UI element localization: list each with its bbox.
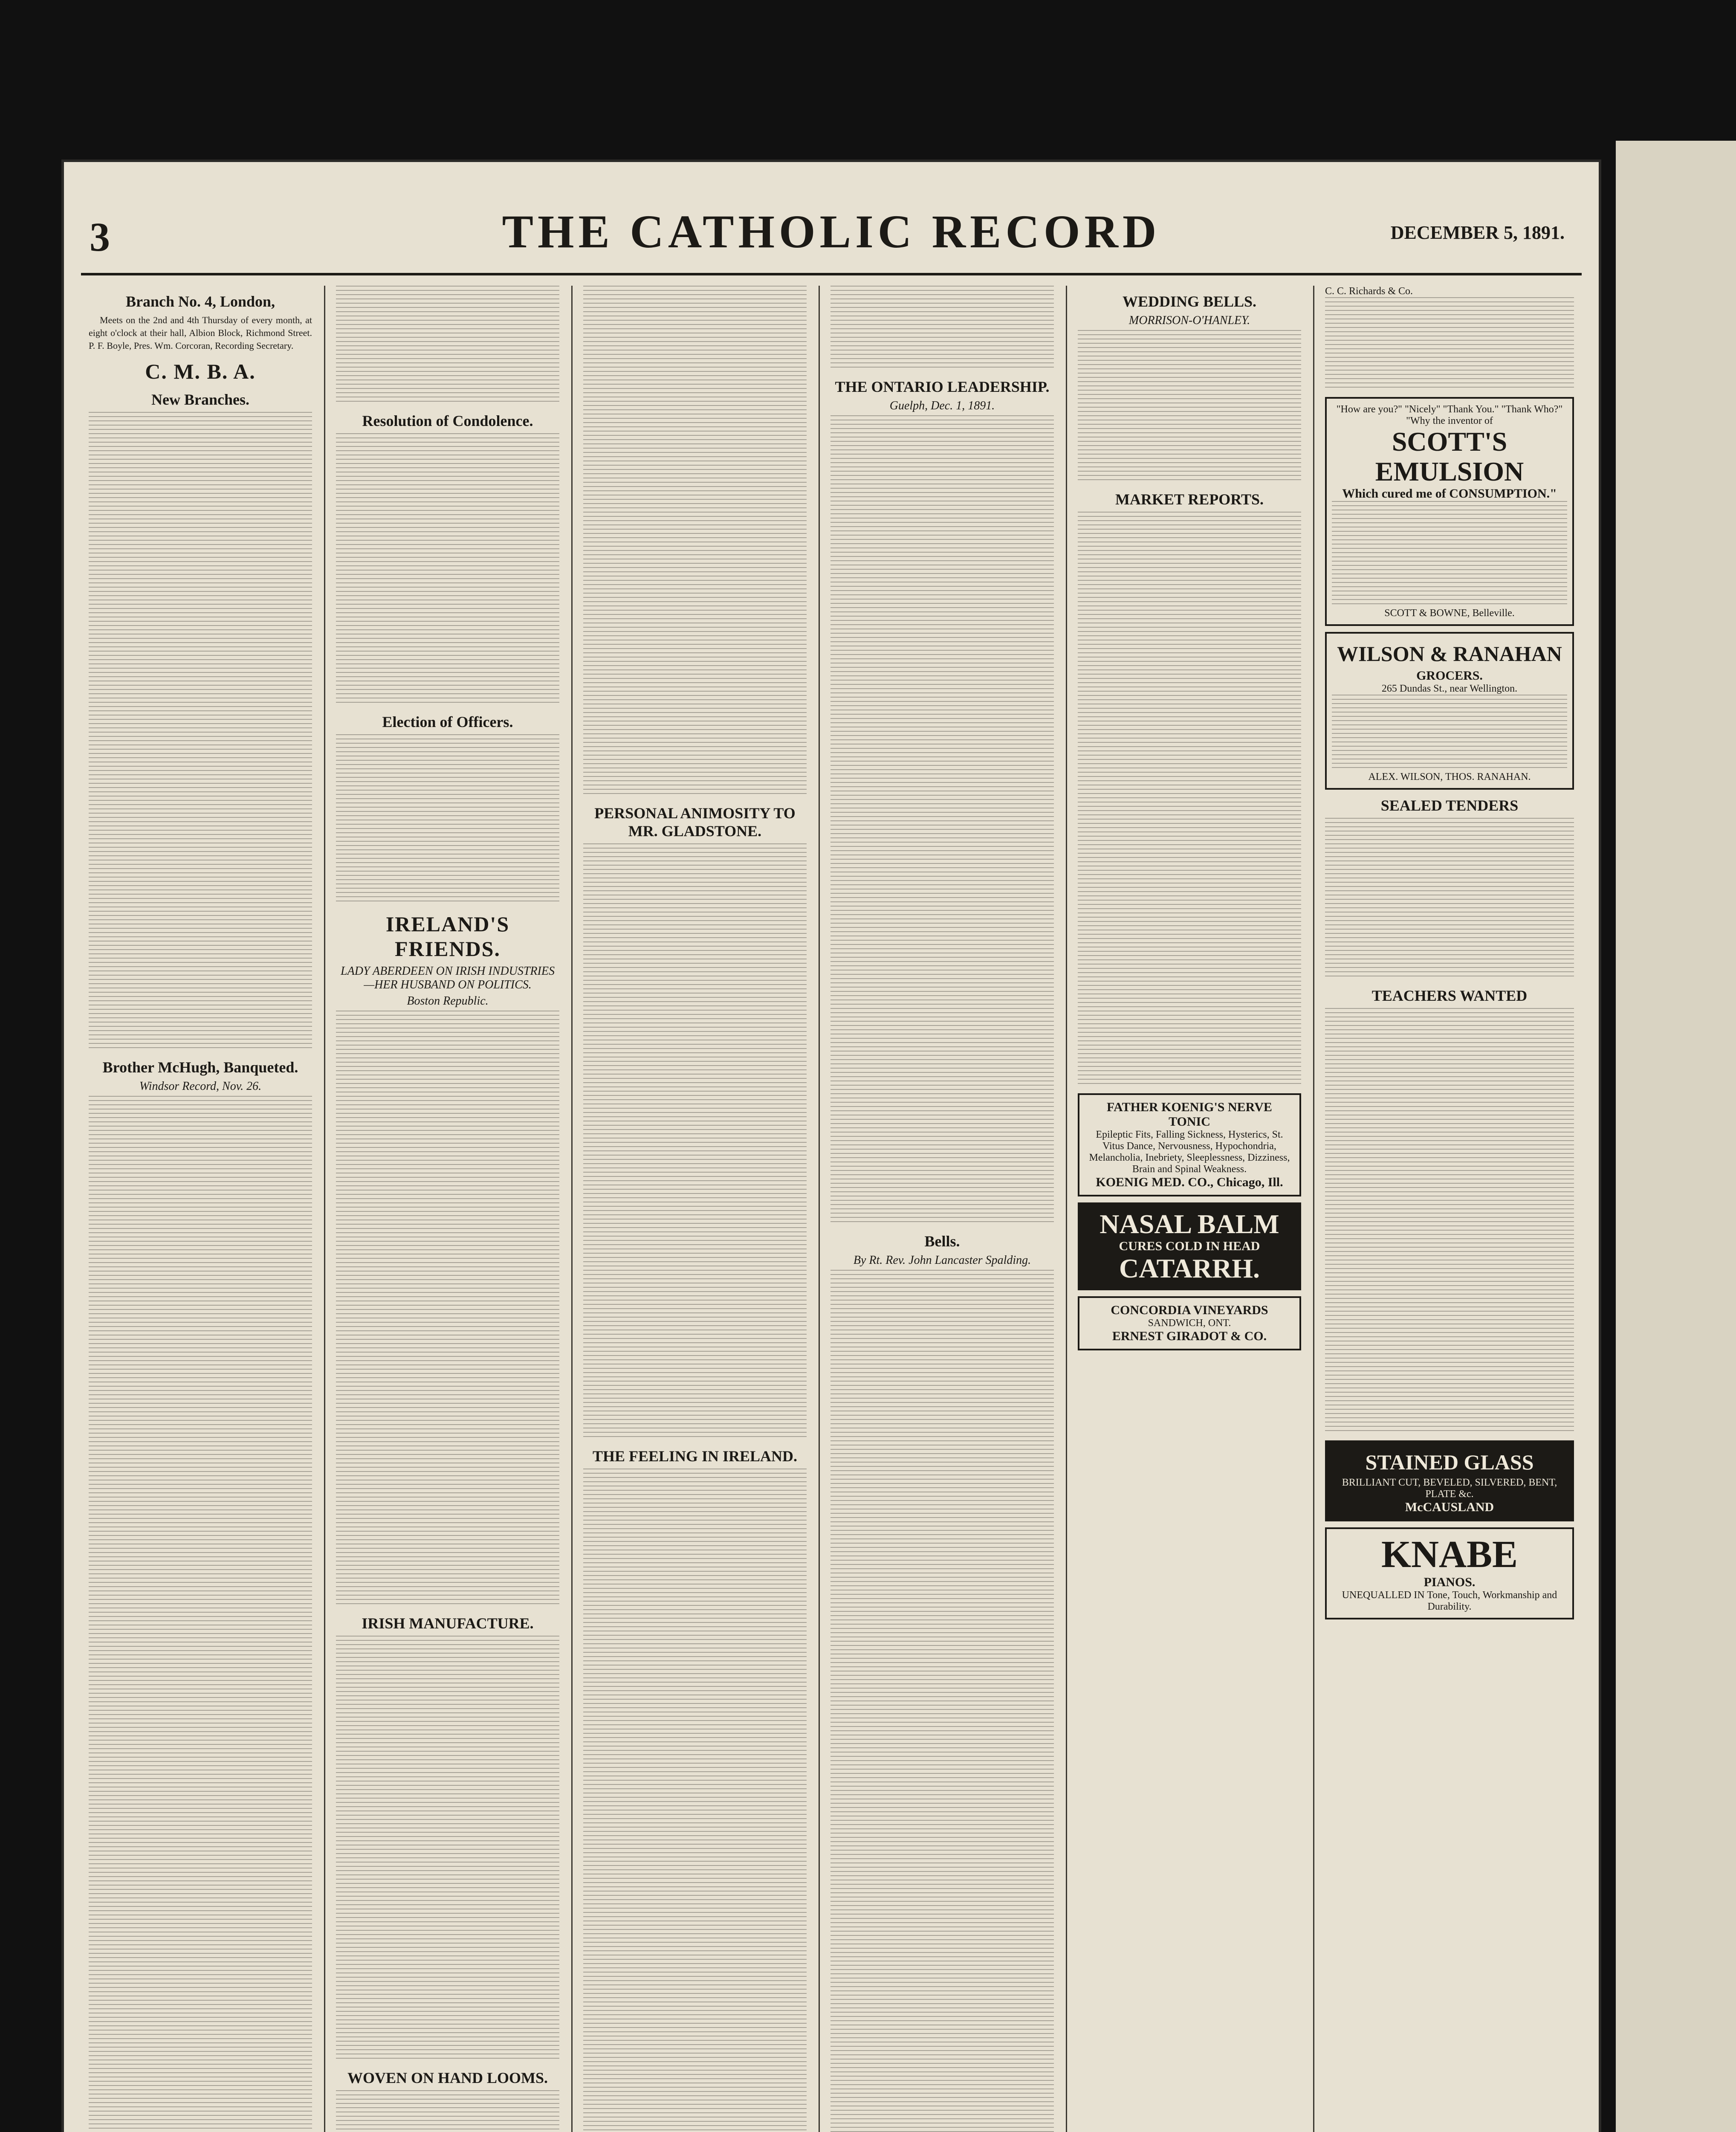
condolence-heading: Resolution of Condolence. (362, 412, 533, 429)
tenders-heading: SEALED TENDERS (1380, 797, 1519, 814)
scott-question: "How are you?" "Nicely" "Thank You." "Thank Who?" "Why the inventor of (1336, 404, 1563, 426)
glass-subtitle: BRILLIANT CUT, BEVELED, SILVERED, BENT, PLATE &c. (1342, 1477, 1557, 1500)
wilson-address: 265 Dundas St., near Wellington. (1381, 683, 1518, 694)
article-text-block (89, 1096, 312, 2132)
catarrh-title: CATARRH. (1119, 1253, 1260, 1283)
article-text-block (583, 843, 807, 1440)
article-text-block (336, 1636, 559, 2062)
column-1 (81, 286, 320, 2132)
column-divider (1313, 286, 1314, 2132)
banquet-source: Windsor Record, Nov. 26. (139, 1080, 262, 1093)
column-divider (571, 286, 573, 2132)
wilson-title: WILSON & RANAHAN (1337, 642, 1562, 666)
market-reports-heading: MARKET REPORTS. (1115, 491, 1264, 508)
concordia-title: CONCORDIA VINEYARDS (1111, 1303, 1268, 1317)
new-branches-heading: New Branches. (151, 391, 249, 408)
banquet-heading: Brother McHugh, Banqueted. (102, 1059, 298, 1076)
classified-text-block (1325, 1008, 1574, 1434)
woven-heading: WOVEN ON HAND LOOMS. (347, 2069, 548, 2086)
article-text-block (583, 286, 807, 797)
glass-title: STAINED GLASS (1365, 1450, 1534, 1474)
irelands-friends-heading: IRELAND'S FRIENDS. (385, 912, 510, 961)
ad-text-block (1332, 501, 1567, 608)
concordia-place: SANDWICH, ONT. (1148, 1318, 1231, 1329)
column-divider (819, 286, 820, 2132)
feeling-in-ireland-heading: THE FEELING IN IRELAND. (592, 1448, 798, 1465)
scotts-emulsion-ad (1325, 397, 1574, 626)
knabe-subtitle: PIANOS. (1424, 1575, 1476, 1589)
teachers-wanted-heading: TEACHERS WANTED (1371, 987, 1528, 1004)
article-text-block (336, 1011, 559, 1608)
wilson-subtitle: GROCERS. (1416, 669, 1483, 683)
adjacent-page-edge (1616, 141, 1736, 2132)
column-3 (576, 286, 814, 2132)
poem-text-block (830, 1270, 1054, 2132)
bells-heading: Bells. (924, 1233, 960, 1250)
concordia-company: ERNEST GIRADOT & CO. (1112, 1329, 1267, 1343)
article-text-block (89, 412, 312, 1052)
scott-maker: SCOTT & BOWNE, Belleville. (1384, 608, 1515, 619)
concordia-ad (1078, 1296, 1301, 1350)
koenig-title: FATHER KOENIG'S NERVE TONIC (1107, 1100, 1272, 1129)
scott-title: SCOTT'S EMULSION (1375, 426, 1524, 487)
newspaper-page (64, 162, 1599, 2132)
scott-subtitle: Which cured me of CONSUMPTION." (1342, 487, 1557, 501)
bells-author: By Rt. Rev. John Lancaster Spalding. (853, 1254, 1031, 1267)
column-4 (823, 286, 1062, 2132)
nasal-balm-claim: CURES COLD IN HEAD (1119, 1239, 1260, 1253)
glass-maker: McCAUSLAND (1405, 1500, 1494, 1514)
testimonial-text-block (1325, 297, 1574, 391)
article-text-block (830, 286, 1054, 371)
wedding-heading: WEDDING BELLS. (1122, 293, 1257, 310)
column-6 (1317, 286, 1582, 2132)
nasal-balm-ad (1078, 1202, 1301, 1290)
cmba-heading: C. M. B. A. (145, 359, 256, 383)
masthead-title: THE CATHOLIC RECORD (502, 206, 1161, 258)
article-text-block (336, 2090, 559, 2132)
article-text-block (830, 415, 1054, 1225)
election-heading: Election of Officers. (382, 713, 513, 730)
page-number: 3 (90, 214, 110, 260)
column-5 (1070, 286, 1309, 2132)
wilson-names: ALEX. WILSON, THOS. RANAHAN. (1368, 771, 1531, 782)
minard-intro: C. C. Richards & Co. (1325, 286, 1413, 297)
ontario-leadership-dateline: Guelph, Dec. 1, 1891. (889, 399, 995, 412)
knabe-ad (1325, 1527, 1574, 1619)
column-divider (1066, 286, 1067, 2132)
masthead-rule (81, 273, 1582, 275)
article-text-block (583, 1469, 807, 2132)
tender-text-block (1325, 818, 1574, 980)
wilson-ranahan-ad (1325, 632, 1574, 790)
branch-notice: Meets on the 2nd and 4th Thursday of every month, at eight o'clock at their hall, Albion Block, Richmond Street. P. F. Boyle, Pres. Wm. Corcoran, Recording Secretary. (89, 315, 312, 351)
irish-manufacture-heading: IRISH MANUFACTURE. (362, 1615, 534, 1632)
ontario-leadership-heading: THE ONTARIO LEADERSHIP. (835, 378, 1050, 395)
ad-text-block (1332, 695, 1567, 771)
article-text-block (336, 286, 559, 405)
nasal-balm-title: NASAL BALM (1099, 1209, 1279, 1239)
irelands-friends-subheading: LADY ABERDEEN ON IRISH INDUSTRIES—HER HUSBAND ON POLITICS. (341, 965, 555, 991)
article-text-block (336, 433, 559, 706)
koenig-conditions: Epileptic Fits, Falling Sickness, Hysterics, St. Vitus Dance, Nervousness, Hypochondria, Melancholia, Inebriety, Sleeplessness, Dizziness, Brain and Spinal Weakness. (1089, 1129, 1290, 1175)
knabe-line: UNEQUALLED IN Tone, Touch, Workmanship and Durability. (1342, 1590, 1557, 1612)
branch-heading: Branch No. 4, London, (125, 293, 275, 310)
market-text-block (1078, 512, 1301, 1087)
animosity-heading: PERSONAL ANIMOSITY TO MR. GLADSTONE. (594, 805, 796, 840)
wedding-subheading: MORRISON-O'HANLEY. (1128, 314, 1250, 327)
column-2 (328, 286, 567, 2132)
article-text-block (1078, 330, 1301, 484)
irelands-friends-source: Boston Republic. (407, 994, 489, 1008)
stained-glass-ad (1325, 1440, 1574, 1521)
koenig-company: KOENIG MED. CO., Chicago, Ill. (1096, 1175, 1283, 1189)
article-text-block (336, 734, 559, 905)
koenig-ad (1078, 1093, 1301, 1196)
knabe-title: KNABE (1381, 1533, 1518, 1576)
issue-date: DECEMBER 5, 1891. (1390, 222, 1565, 243)
column-divider (324, 286, 325, 2132)
